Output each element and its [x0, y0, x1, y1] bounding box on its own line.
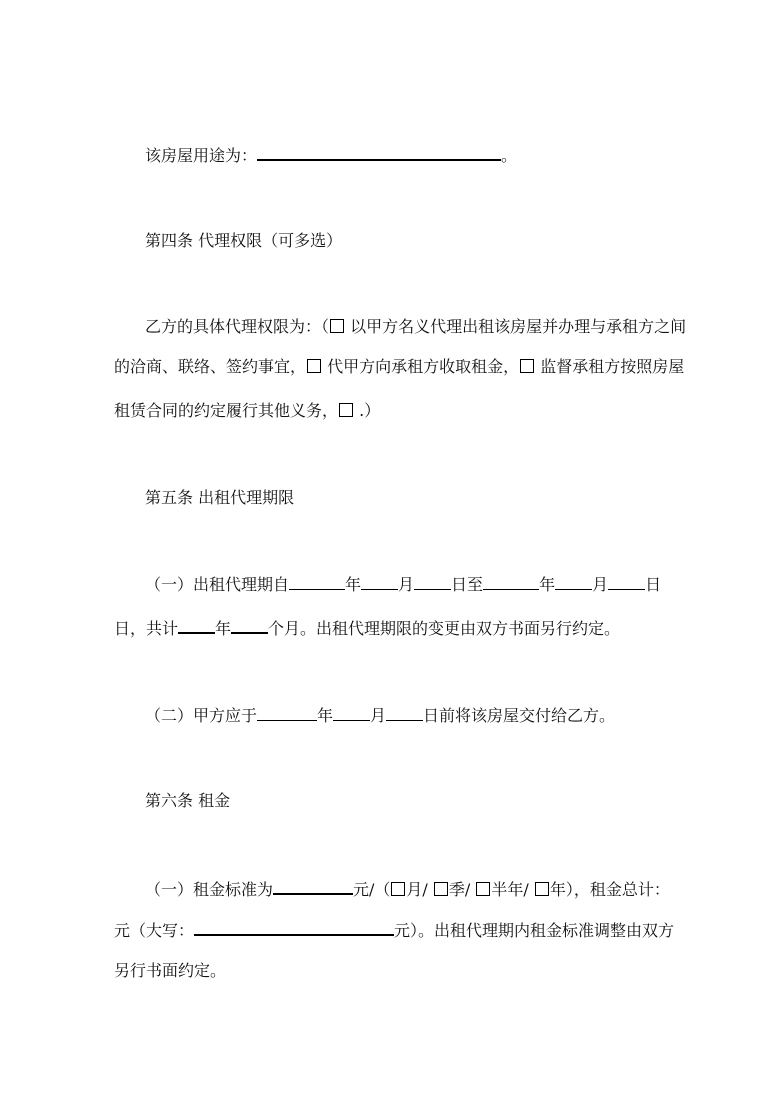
authority-line-1: 乙方的具体代理权限为：（ 以甲方名义代理出租该房屋并办理与承租方之间 [145, 317, 687, 336]
rent-amount-blank[interactable] [273, 873, 353, 895]
article-6-heading: 第六条 租金 [145, 791, 231, 810]
usage-blank[interactable] [257, 139, 501, 161]
article-4-heading: 第四条 代理权限（可多选） [145, 231, 343, 250]
checkbox-collect-rent[interactable] [307, 359, 321, 373]
handover-day-blank[interactable] [386, 700, 423, 721]
checkbox-per-half-year[interactable] [476, 882, 490, 896]
rent-line-2: 元（大写： 元）。出租代理期内租金标准调整由双方 [0, 914, 774, 944]
checkbox-lease-on-behalf[interactable] [330, 319, 344, 333]
usage-line: 该房屋用途为： 。 [0, 139, 774, 169]
rent-line-1: （一）租金标准为 元/（ 月/ 季/ 半年/ 年），租金总计： [0, 873, 774, 903]
end-month-blank[interactable] [555, 569, 592, 590]
checkbox-other[interactable] [339, 403, 353, 417]
term-line-2: 日，共计 年 个月。出租代理期限的变更由双方书面另行约定。 [0, 612, 774, 642]
checkbox-per-month[interactable] [391, 882, 405, 896]
rent-line-3: 另行书面约定。 [114, 961, 227, 980]
total-years-blank[interactable] [178, 612, 215, 634]
end-day-blank[interactable] [608, 569, 645, 590]
term-line-1: （一）出租代理期自 年 月 日至 年 月 日 [0, 569, 774, 599]
end-year-blank[interactable] [483, 569, 539, 590]
authority-line-3: 租赁合同的约定履行其他义务， .） [114, 401, 381, 420]
article-5-heading: 第五条 出租代理期限 [145, 488, 295, 507]
total-months-blank[interactable] [231, 612, 268, 634]
handover-year-blank[interactable] [257, 700, 317, 721]
start-day-blank[interactable] [414, 569, 451, 590]
rent-in-words-blank[interactable] [194, 914, 394, 936]
authority-line-2: 的洽商、联络、签约事宜， 代甲方向承租方收取租金， 监督承租方按照房屋 [114, 357, 685, 376]
checkbox-per-year[interactable] [535, 882, 549, 896]
handover-line: （二）甲方应于 年 月 日前将该房屋交付给乙方。 [0, 700, 774, 730]
checkbox-supervise-tenant[interactable] [520, 359, 534, 373]
start-year-blank[interactable] [289, 569, 345, 590]
usage-label: 该房屋用途为： [145, 146, 258, 165]
checkbox-per-season[interactable] [434, 882, 448, 896]
start-month-blank[interactable] [361, 569, 398, 590]
handover-month-blank[interactable] [333, 700, 370, 721]
